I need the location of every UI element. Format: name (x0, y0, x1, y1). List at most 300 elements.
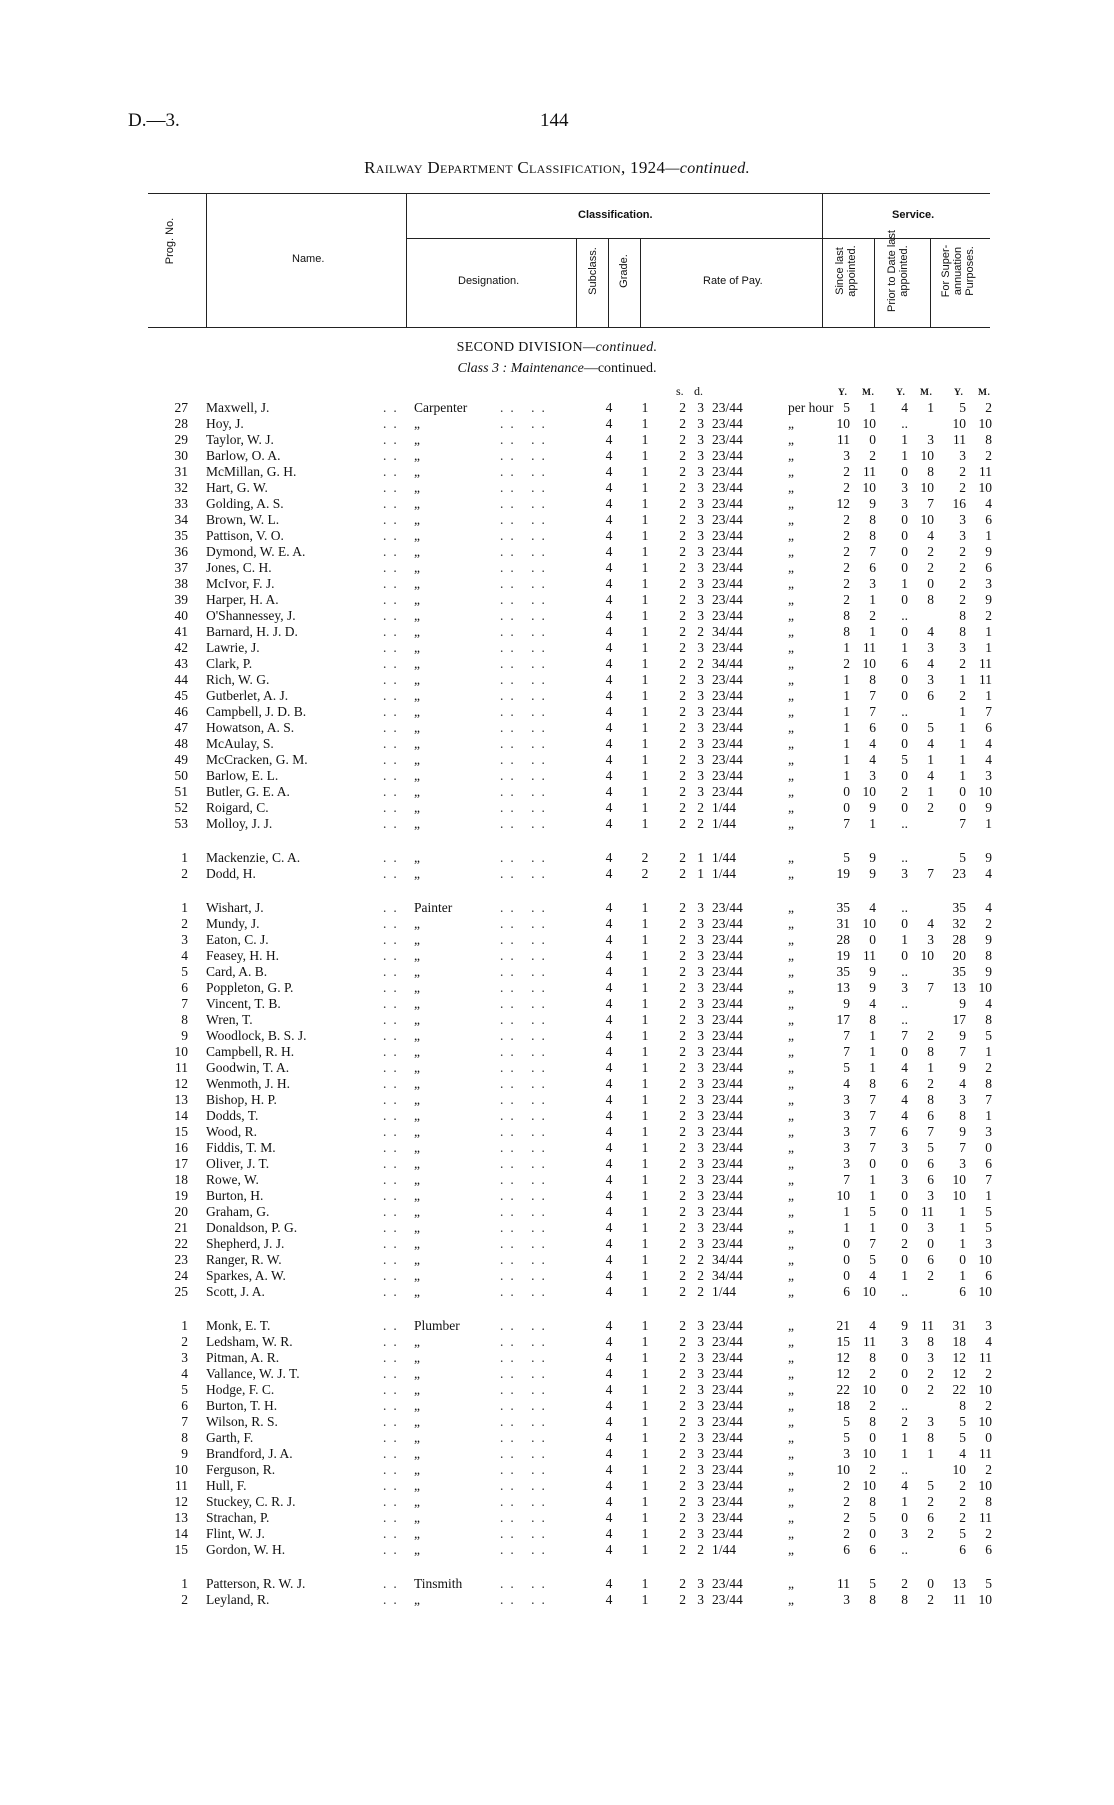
super-years: 2 (959, 480, 966, 495)
leader-dots: .. (383, 1526, 404, 1541)
rate-shillings: 2 (679, 1060, 686, 1075)
rate-fraction: 23/44 (712, 688, 743, 703)
subclass: 4 (605, 1108, 613, 1123)
rate-pence: 3 (697, 980, 704, 995)
designation: Tinsmith (414, 1576, 463, 1591)
rate-shillings: 2 (679, 624, 686, 639)
leader-dots: .. .. (500, 1398, 552, 1413)
prog-no: 40 (174, 608, 188, 623)
rate-shillings: 2 (679, 1510, 686, 1525)
page-title (0, 158, 1114, 178)
leader-dots: .. (383, 768, 404, 783)
since-months: 4 (869, 900, 876, 915)
table-row (0, 656, 1114, 672)
rate-pence: 3 (697, 1188, 704, 1203)
prog-no: 11 (175, 1060, 188, 1075)
super-months: 10 (978, 1592, 992, 1607)
since-months: 7 (869, 1108, 876, 1123)
leader-dots: .. (383, 720, 404, 735)
prior-years: .. (901, 1012, 908, 1027)
prior-years: 2 (901, 1414, 908, 1429)
rate-fraction: 23/44 (712, 1430, 743, 1445)
employee-name: Oliver, J. T. (206, 1156, 270, 1171)
rate-fraction: 23/44 (712, 528, 743, 543)
since-years: 35 (836, 964, 850, 979)
prior-years: 0 (901, 688, 908, 703)
rate-fraction: 1/44 (712, 850, 737, 865)
prog-no: 30 (174, 448, 188, 463)
since-months: 4 (869, 736, 876, 751)
since-years: 10 (836, 1188, 850, 1203)
rate-unit: „ (788, 1382, 794, 1397)
leader-dots: .. (383, 1318, 404, 1333)
rate-fraction: 23/44 (712, 1592, 743, 1607)
table-row (0, 1204, 1114, 1220)
designation: „ (414, 980, 420, 995)
employee-name: McCracken, G. M. (206, 752, 308, 767)
since-months: 0 (869, 1430, 876, 1445)
leader-dots: .. (383, 1510, 404, 1525)
rate-shillings: 2 (679, 1284, 686, 1299)
grade: 1 (641, 672, 649, 687)
designation: „ (414, 800, 420, 815)
prior-months: 7 (927, 496, 934, 511)
prior-months: 6 (927, 1156, 934, 1171)
rate-unit: „ (788, 656, 794, 671)
rate-shillings: 2 (679, 964, 686, 979)
super-years: 13 (952, 980, 966, 995)
rate-unit: „ (788, 1108, 794, 1123)
super-years: 1 (959, 1204, 966, 1219)
super-months: 8 (985, 948, 992, 963)
designation: „ (414, 464, 420, 479)
prior-months: 7 (927, 980, 934, 995)
designation: „ (414, 1220, 420, 1235)
prog-no: 2 (181, 1334, 188, 1349)
leader-dots: .. .. (500, 672, 552, 687)
super-months: 10 (978, 1478, 992, 1493)
table-row (0, 1366, 1114, 1382)
table-row (0, 1510, 1114, 1526)
rate-pence: 3 (697, 640, 704, 655)
super-months: 11 (979, 1510, 992, 1525)
rate-unit: „ (788, 916, 794, 931)
rate-fraction: 23/44 (712, 496, 743, 511)
grade: 1 (641, 768, 649, 783)
super-months: 1 (985, 688, 992, 703)
subclass: 4 (605, 1236, 613, 1251)
rate-shillings: 2 (679, 1140, 686, 1155)
rate-unit: „ (788, 900, 794, 915)
since-months: 4 (869, 752, 876, 767)
table-row (0, 1076, 1114, 1092)
grade: 1 (641, 496, 649, 511)
since-years: 3 (843, 1124, 850, 1139)
prior-years: .. (901, 1284, 908, 1299)
rate-shillings: 2 (679, 980, 686, 995)
rate-pence: 3 (697, 432, 704, 447)
rate-shillings: 2 (679, 1366, 686, 1381)
prior-months: 3 (927, 672, 934, 687)
prog-no: 51 (174, 784, 188, 799)
unit-years-b: Y. (896, 388, 906, 398)
rate-fraction: 23/44 (712, 1576, 743, 1591)
since-months: 3 (869, 576, 876, 591)
prog-no: 14 (174, 1108, 188, 1123)
table-row (0, 528, 1114, 544)
super-years: 3 (959, 1092, 966, 1107)
prog-no: 47 (174, 720, 188, 735)
since-years: 35 (836, 900, 850, 915)
rate-unit: „ (788, 1044, 794, 1059)
since-months: 7 (869, 1124, 876, 1139)
grade: 1 (641, 1576, 649, 1591)
designation: „ (414, 1462, 420, 1477)
prog-no: 21 (174, 1220, 188, 1235)
since-months: 9 (869, 964, 876, 979)
super-months: 6 (985, 720, 992, 735)
designation: „ (414, 1252, 420, 1267)
leader-dots: .. (383, 624, 404, 639)
since-years: 2 (843, 1526, 850, 1541)
subclass: 4 (605, 1526, 613, 1541)
rate-shillings: 2 (679, 480, 686, 495)
super-months: 1 (985, 528, 992, 543)
leader-dots: .. (383, 656, 404, 671)
super-months: 3 (985, 1318, 992, 1333)
prog-no: 4 (181, 1366, 188, 1381)
designation: „ (414, 496, 420, 511)
division-name: SECOND DIVISION (456, 340, 583, 355)
super-years: 3 (959, 512, 966, 527)
since-months: 7 (869, 1140, 876, 1155)
super-years: 5 (959, 400, 966, 415)
leader-dots: .. (383, 1124, 404, 1139)
header-divider-since (874, 238, 875, 328)
rate-shillings: 2 (679, 784, 686, 799)
since-months: 9 (869, 866, 876, 881)
prior-months: 2 (927, 1592, 934, 1607)
prog-no: 36 (174, 544, 188, 559)
subclass: 4 (605, 1172, 613, 1187)
since-years: 17 (836, 1012, 850, 1027)
super-months: 6 (985, 1156, 992, 1171)
since-years: 22 (836, 1382, 850, 1397)
rate-unit: „ (788, 1028, 794, 1043)
grade: 1 (641, 1398, 649, 1413)
since-years: 10 (836, 1462, 850, 1477)
subclass: 4 (605, 608, 613, 623)
rate-pence: 3 (697, 1108, 704, 1123)
employee-name: Wren, T. (206, 1012, 253, 1027)
grade: 1 (641, 1092, 649, 1107)
prog-no: 17 (174, 1156, 188, 1171)
since-years: 2 (843, 544, 850, 559)
rate-fraction: 23/44 (712, 932, 743, 947)
leader-dots: .. (383, 1108, 404, 1123)
super-months: 5 (985, 1576, 992, 1591)
since-months: 1 (869, 1044, 876, 1059)
rate-unit: „ (788, 1156, 794, 1171)
designation: „ (414, 1382, 420, 1397)
table-row (0, 948, 1114, 964)
prog-no: 25 (174, 1284, 188, 1299)
prior-months: 8 (927, 464, 934, 479)
since-years: 5 (843, 850, 850, 865)
prior-months: 0 (927, 1576, 934, 1591)
leader-dots: .. .. (500, 1172, 552, 1187)
header-superannuation: For Super-annuation Purposes. (940, 244, 976, 298)
super-years: 8 (959, 608, 966, 623)
subclass: 4 (605, 672, 613, 687)
prior-months: 0 (927, 576, 934, 591)
rate-shillings: 2 (679, 900, 686, 915)
rate-shillings: 2 (679, 1430, 686, 1445)
rate-pence: 3 (697, 1334, 704, 1349)
prior-months: 3 (927, 432, 934, 447)
table-row (0, 768, 1114, 784)
subclass: 4 (605, 1012, 613, 1027)
since-years: 6 (843, 1542, 850, 1557)
rate-pence: 3 (697, 1366, 704, 1381)
prior-months: 3 (927, 1188, 934, 1203)
rate-shillings: 2 (679, 560, 686, 575)
since-months: 10 (862, 784, 876, 799)
prog-no: 8 (181, 1430, 188, 1445)
prior-years: 2 (901, 1576, 908, 1591)
leader-dots: .. .. (500, 1526, 552, 1541)
employee-name: Patterson, R. W. J. (206, 1576, 306, 1591)
leader-dots: .. .. (500, 704, 552, 719)
super-years: 7 (959, 1044, 966, 1059)
leader-dots: .. .. (500, 768, 552, 783)
subclass: 4 (605, 1044, 613, 1059)
super-months: 8 (985, 1494, 992, 1509)
prior-years: .. (901, 1462, 908, 1477)
super-years: 10 (952, 1462, 966, 1477)
leader-dots: .. .. (500, 1494, 552, 1509)
table-row (0, 1318, 1114, 1334)
rate-fraction: 1/44 (712, 816, 737, 831)
super-years: 8 (959, 624, 966, 639)
super-months: 7 (985, 1092, 992, 1107)
rate-unit: „ (788, 996, 794, 1011)
since-years: 3 (843, 1156, 850, 1171)
super-months: 9 (985, 964, 992, 979)
super-months: 4 (985, 996, 992, 1011)
prior-months: 4 (927, 768, 934, 783)
rate-pence: 3 (697, 1462, 704, 1477)
employee-name: Donaldson, P. G. (206, 1220, 298, 1235)
rate-shillings: 2 (679, 1108, 686, 1123)
subclass: 4 (605, 1510, 613, 1525)
subclass: 4 (605, 1028, 613, 1043)
super-months: 11 (979, 656, 992, 671)
since-months: 6 (869, 1542, 876, 1557)
leader-dots: .. .. (500, 1334, 552, 1349)
rate-fraction: 34/44 (712, 624, 743, 639)
prog-no: 1 (181, 850, 188, 865)
prior-months: 7 (927, 866, 934, 881)
grade: 1 (641, 1542, 649, 1557)
designation: „ (414, 528, 420, 543)
super-months: 9 (985, 544, 992, 559)
grade: 2 (641, 850, 649, 865)
grade: 1 (641, 1462, 649, 1477)
employee-name: Fiddis, T. M. (206, 1140, 276, 1155)
prior-years: 3 (901, 1140, 908, 1155)
prog-no: 5 (181, 1382, 188, 1397)
prior-months: 0 (927, 1236, 934, 1251)
subclass: 4 (605, 1350, 613, 1365)
since-years: 2 (843, 464, 850, 479)
rate-shillings: 2 (679, 608, 686, 623)
designation: „ (414, 816, 420, 831)
since-years: 2 (843, 1494, 850, 1509)
grade: 1 (641, 1188, 649, 1203)
designation: „ (414, 688, 420, 703)
rate-unit: „ (788, 1092, 794, 1107)
leader-dots: .. (383, 1220, 404, 1235)
prog-no: 3 (181, 1350, 188, 1365)
subclass: 4 (605, 1478, 613, 1493)
prior-months: 2 (927, 544, 934, 559)
prog-no: 19 (174, 1188, 188, 1203)
leader-dots: .. .. (500, 432, 552, 447)
employee-name: McMillan, G. H. (206, 464, 297, 479)
prior-years: 4 (901, 1060, 908, 1075)
since-months: 5 (869, 1510, 876, 1525)
prior-months: 2 (927, 1028, 934, 1043)
subclass: 4 (605, 1414, 613, 1429)
rate-unit: „ (788, 1236, 794, 1251)
prog-no: 8 (181, 1012, 188, 1027)
designation: „ (414, 592, 420, 607)
subclass: 4 (605, 624, 613, 639)
prior-years: 0 (901, 544, 908, 559)
since-years: 1 (843, 1204, 850, 1219)
table-row (0, 688, 1114, 704)
prog-no: 46 (174, 704, 188, 719)
rate-pence: 3 (697, 948, 704, 963)
rate-shillings: 2 (679, 720, 686, 735)
table-row (0, 816, 1114, 832)
super-months: 6 (985, 560, 992, 575)
employee-name: Woodlock, B. S. J. (206, 1028, 307, 1043)
rate-shillings: 2 (679, 1236, 686, 1251)
prog-no: 9 (181, 1028, 188, 1043)
leader-dots: .. .. (500, 400, 552, 415)
rate-fraction: 23/44 (712, 480, 743, 495)
table-row (0, 1494, 1114, 1510)
employee-name: Eaton, C. J. (206, 932, 269, 947)
table-row (0, 496, 1114, 512)
table-row (0, 1060, 1114, 1076)
grade: 1 (641, 688, 649, 703)
employee-name: Harper, H. A. (206, 592, 279, 607)
since-years: 21 (836, 1318, 850, 1333)
designation: „ (414, 1592, 420, 1607)
leader-dots: .. .. (500, 624, 552, 639)
rate-fraction: 1/44 (712, 866, 737, 881)
grade: 1 (641, 816, 649, 831)
super-months: 3 (985, 1236, 992, 1251)
rate-unit: „ (788, 1220, 794, 1235)
designation: „ (414, 932, 420, 947)
super-months: 6 (985, 1542, 992, 1557)
table-row (0, 1108, 1114, 1124)
prior-years: 2 (901, 1236, 908, 1251)
rate-fraction: 23/44 (712, 1220, 743, 1235)
table-row (0, 850, 1114, 866)
subclass: 4 (605, 1204, 613, 1219)
employee-name: Rich, W. G. (206, 672, 270, 687)
rate-pence: 3 (697, 1028, 704, 1043)
grade: 1 (641, 1044, 649, 1059)
grade: 1 (641, 432, 649, 447)
grade: 1 (641, 560, 649, 575)
employee-name: Monk, E. T. (206, 1318, 271, 1333)
prior-years: .. (901, 704, 908, 719)
prior-months: 5 (927, 1478, 934, 1493)
rate-fraction: 23/44 (712, 1318, 743, 1333)
subclass: 4 (605, 688, 613, 703)
rate-pence: 3 (697, 768, 704, 783)
subclass: 4 (605, 496, 613, 511)
grade: 1 (641, 800, 649, 815)
designation: „ (414, 948, 420, 963)
subclass: 4 (605, 816, 613, 831)
designation: „ (414, 1044, 420, 1059)
since-years: 1 (843, 720, 850, 735)
subclass: 4 (605, 1060, 613, 1075)
since-years: 2 (843, 480, 850, 495)
since-months: 7 (869, 1236, 876, 1251)
prior-years: 1 (901, 1268, 908, 1283)
since-years: 5 (843, 1414, 850, 1429)
since-months: 7 (869, 704, 876, 719)
since-years: 7 (843, 1028, 850, 1043)
rate-pence: 3 (697, 1044, 704, 1059)
header-divider-prog (206, 193, 207, 328)
prior-months: 4 (927, 656, 934, 671)
rate-fraction: 23/44 (712, 1446, 743, 1461)
designation: „ (414, 608, 420, 623)
employee-name: Wood, R. (206, 1124, 258, 1139)
leader-dots: .. (383, 688, 404, 703)
leader-dots: .. (383, 1156, 404, 1171)
subclass: 4 (605, 1284, 613, 1299)
table-row (0, 672, 1114, 688)
rate-fraction: 23/44 (712, 1188, 743, 1203)
leader-dots: .. (383, 416, 404, 431)
since-months: 10 (862, 416, 876, 431)
prog-no: 48 (174, 736, 188, 751)
table-row (0, 932, 1114, 948)
rate-shillings: 2 (679, 432, 686, 447)
rate-unit: „ (788, 480, 794, 495)
designation: „ (414, 640, 420, 655)
since-years: 7 (843, 1172, 850, 1187)
subclass: 4 (605, 400, 613, 415)
rate-pence: 3 (697, 1446, 704, 1461)
table-row (0, 1382, 1114, 1398)
grade: 1 (641, 1076, 649, 1091)
table-row (0, 1478, 1114, 1494)
since-months: 9 (869, 850, 876, 865)
designation: „ (414, 656, 420, 671)
super-months: 8 (985, 1076, 992, 1091)
